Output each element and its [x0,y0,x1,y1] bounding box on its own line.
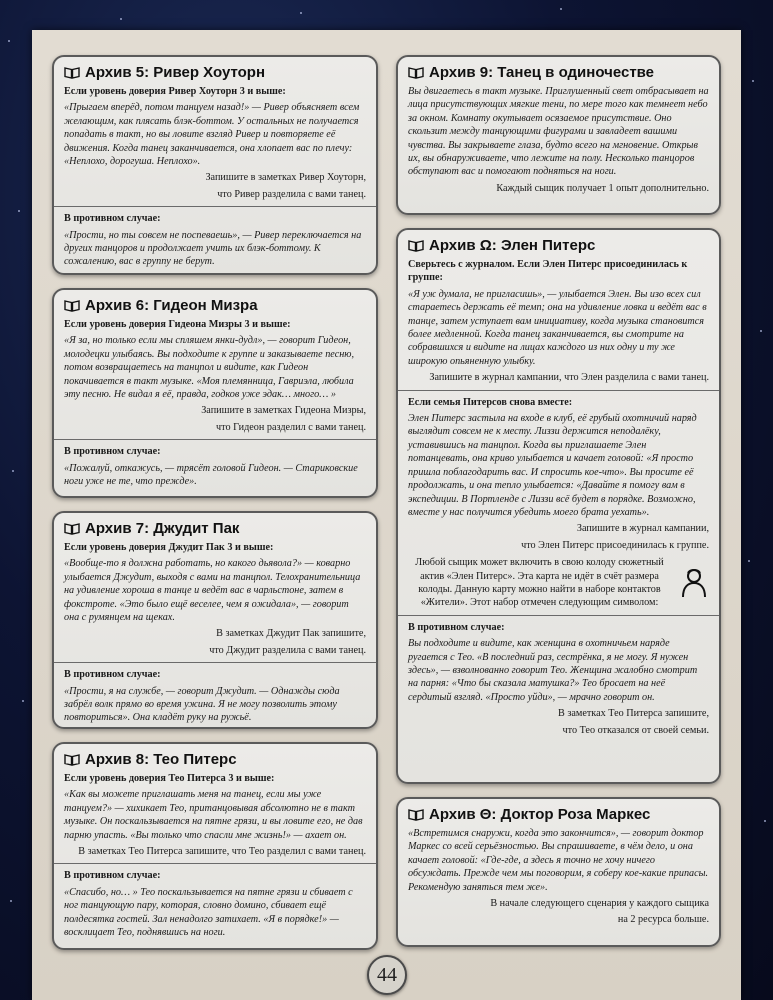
archive-6-note-line-2: что Гидеон разделил с вами танец. [216,421,366,433]
archive-8-otherwise-text: «Спасибо, но… » Тео поскальзывается на пятне грязи и сбивает с ног танцующую пару, которая, словно домино, сбивает ещё полдесятка гостей. Зал ненадолго затихает. «Я в порядке!» — восклицает Тео, поднявшись на ноги. [64,886,353,939]
open-book-icon [64,299,80,312]
archive-8-otherwise-label: В противном случае: [64,870,161,882]
star [560,8,562,10]
divider [54,206,376,207]
archive-5-card [52,55,378,275]
archive-7-note-line-1: В заметках Джудит Пак запишите, [216,628,366,640]
archive-omega-condition: Сверьтесь с журналом. Если Элен Питерс присоединилась к группе: [408,259,688,284]
archive-6-condition: Если уровень доверия Гидеона Мизры 3 и выше: [64,319,291,330]
archive-7-title-text: Архив 7: Джудит Пак [85,520,240,537]
archive-omega-card [396,228,721,784]
star [22,700,24,702]
asset-instruction-text: Любой сыщик может включить в свою колоду сюжетный актив «Элен Питерс». Эта карта не идёт в счёт размера колоды. Данную карту можно найти в наборе контактов «Жители». Этот набор отмечен следующим символом: [415,557,664,609]
star [752,80,754,82]
divider [398,615,719,616]
archive-5-title-text: Архив 5: Ривер Хоуторн [85,64,266,81]
divider [54,662,376,663]
star [10,900,12,902]
archive-omega-family-text: Элен Питерс застыла на входе в клуб, её грубый охотничий наряд выглядит совсем не к месту. Лиззи держится неподалёку, уставившись на танцпол. Когда вы приглашаете Элен потанцевать, она криво улыбается и качает головой: «Я просто пришла поблагодарить вас. И спросить кое-что». Вы просите её продолжать, и она тепло улыбается: «Давайте я помогу вам в экспедиции. В Портленде с Лиззи всё будет в порядке. Возможно, вместе у нас получится убедить моего брата уехать». [408,413,697,518]
archive-5-text: «Прыгаем вперёд, потом танцуем назад!» — Ривер объясняет всем желающим, как плясать блэк-боттом. У остальных не получается попадать в такт, но вы ловите взгляд Ривер и повторяете её движения. Когда танец заканчивается, она хлопает вас по плечу: «Неплохо, дорогуша. Неплохо». [64,102,360,168]
archive-6-card [52,288,378,498]
star [18,210,20,212]
archive-theta-note-line-1: В начале следующего сценария у каждого сыщика [490,898,709,910]
archive-8-title-text: Архив 8: Тео Питерс [85,751,237,768]
archive-omega-otherwise-text: Вы подходите и видите, как женщина в охотничьем наряде ругается с Тео. «В последний раз, сестрёнка, я не могу. Я нужен здесь», — взволнованно говорит Тео. Женщина жалобно смотрит на парня: «Что бы сказала матушка?» Тео бросает на неё сердитый взгляд. «Просто уйди», — мрачно говорит он. [408,638,698,703]
star [300,12,302,14]
open-book-icon [408,239,424,252]
archive-5-note-line-1: Запишите в заметках Ривер Хоуторн, [205,172,366,184]
archive-theta-card [396,797,721,947]
divider [54,863,376,864]
archive-6-note-line-1: Запишите в заметках Гидеона Мизры, [201,405,366,417]
archive-omega-title-text: Архив Ω: Элен Питерс [429,237,596,254]
archive-theta-note-line-2: на 2 ресурса больше. [617,914,709,926]
archive-omega-family-condition: Если семья Питерсов снова вместе: [408,396,573,408]
archive-6-text: «Я за, но только если мы спляшем янки-дудл», — говорит Гидеон, молодецки улыбаясь. Вы подходите к группе и заказываете песню, потом возвращаетесь на танцпол и видите, как Гидеон покачивается в такт музыке. «Моя племянница, Гавриэла, любила эту песню. Не видал я её, правда, годков уже эдак… много… » [64,335,354,401]
asset-instruction [408,556,709,610]
star [760,330,762,332]
archive-omega-title [408,236,709,255]
archive-7-card [52,511,378,729]
archive-6-title [64,296,366,315]
star [764,820,766,822]
archive-omega-otherwise-label: В противном случае: [408,621,505,633]
archive-7-condition: Если уровень доверия Джудит Пак 3 и выше: [64,542,274,553]
archive-5-title [64,63,366,82]
archive-omega-text: «Я уж думала, не пригласишь», — улыбается Элен. Вы изо всех сил стараетесь держать её темп; она на удивление ловка и ведёт вас в танце, затем уступает вам инициативу, когда музыка становится более медленной. Когда танец заканчивается, вы смотрите на собравшихся и видите на лицах каждого из них одну и ту же широкую опьяненную улыбку. [408,288,707,367]
archive-theta-text: «Встретимся снаружи, когда это закончится», — говорит доктор Маркес со всей серьёзностью. Вы спрашиваете, в чём дело, и она качает головой: «Где-где, а здесь я точно не хочу ничего обсуждать. Прежде чем мы поговорим, я соберу кое-какие припасы. Рекомендую заняться тем же». [408,828,709,893]
archive-8-text: «Как вы можете приглашать меня на танец, если мы уже танцуем?» — хихикает Тео, пританцовывая абсолютно не в такт музыке. Он поскальзывается на пятне грязи, и вы ловите его, не дав парню упасть. «Вы только что спасли мне жизнь!» — ахает он. [64,789,363,841]
archive-9-title [408,63,709,82]
open-book-icon [408,66,424,79]
archive-7-title [64,519,366,538]
archive-9-card [396,55,721,215]
archive-7-otherwise-text: «Прости, я на службе, — говорит Джудит. — Однажды сюда забрёл волк прямо во время ужина. Я не могу позволить этому повториться». Она кладёт руку на ружьё. [64,685,340,724]
archive-omega-family-note-line-2: что Элен Питерс присоединилась к группе. [521,539,709,551]
archive-5-condition: Если уровень доверия Ривер Хоуторн 3 и выше: [64,86,286,97]
archive-7-note-line-2: что Джудит разделила с вами танец. [209,644,366,656]
star [748,560,750,562]
archive-8-title [64,750,366,769]
archive-7-otherwise-label: В противном случае: [64,669,161,681]
archive-8-note: В заметках Тео Питерса запишите, что Тео разделил с вами танец. [78,846,366,858]
page-number: 44 [367,955,407,995]
residents-encounter-set-icon [679,567,709,599]
archive-8-condition: Если уровень доверия Тео Питерса 3 и выше: [64,773,275,784]
divider [398,390,719,391]
archive-7-text: «Вообще-то я должна работать, но какого дьявола?» — коварно улыбается Джудит, выходя с вами на танцпол. Телохранительница на удивление хороша в танце и ведёт вас в чарльстоне, затем в фокстроте. «Это было ещё веселее, чем я ожидала», — говорит она с румянцем на щеках. [64,558,361,624]
archive-omega-otherwise-note-line-2: что Тео отказался от своей семьи. [562,724,709,736]
archive-5-note-line-2: что Ривер разделила с вами танец. [217,188,366,200]
star [12,470,14,472]
archive-9-note: Каждый сыщик получает 1 опыт дополнительно. [496,182,709,194]
archive-9-title-text: Архив 9: Танец в одиночестве [429,64,655,81]
archive-6-otherwise-text: «Пожалуй, откажусь, — трясёт головой Гидеон. — Стариковские ноги уже не те, что прежде». [64,462,358,488]
archive-6-otherwise-label: В противном случае: [64,446,161,458]
open-book-icon [64,66,80,79]
archive-8-card [52,742,378,950]
archive-omega-otherwise-note-line-1: В заметках Тео Питерса запишите, [558,708,709,720]
archive-5-otherwise-text: «Прости, но ты совсем не поспеваешь», — Ривер переключается на других танцоров и продолжает учить их блэк-боттому. К сожалению, вас в группу не берут. [64,229,362,268]
open-book-icon [64,753,80,766]
archive-omega-note: Запишите в журнал кампании, что Элен разделила с вами танец. [429,372,709,384]
star [120,18,122,20]
archive-9-text: Вы двигаетесь в такт музыке. Приглушенный свет отбрасывает на лица присутствующих мягкие тени, по мере того как темнеет небо за окном. Комнату окутывает осязаемое присутствие. Оно скользит между танцующими фигурами и завладеет вашими чувства. Вы закрываете глаза, будто всего на мгновение. Открыв их, вы обнаруживаете, что лежите на полу. Несколько танцоров обступают вас и помогают подняться на ноги. [408,86,709,178]
open-book-icon [64,522,80,535]
archive-omega-family-note-line-1: Запишите в журнал кампании, [576,523,709,535]
archive-5-otherwise-label: В противном случае: [64,213,161,225]
archive-theta-title-text: Архив Θ: Доктор Роза Маркес [429,806,651,823]
open-book-icon [408,808,424,821]
divider [54,439,376,440]
archive-6-title-text: Архив 6: Гидеон Мизра [85,297,258,314]
archive-theta-title [408,805,709,824]
star [8,40,10,42]
